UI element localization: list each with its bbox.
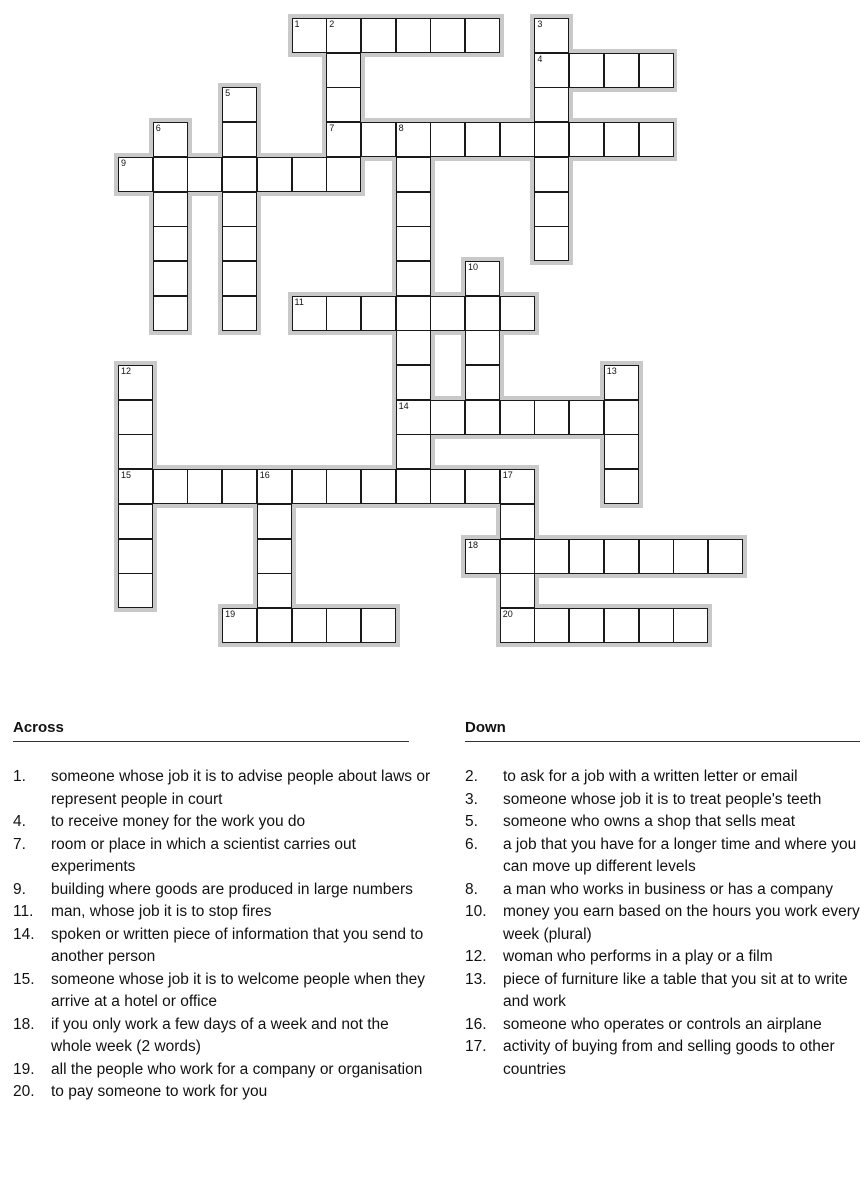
grid-cell[interactable]: [118, 434, 153, 469]
grid-cell[interactable]: [604, 434, 639, 469]
grid-cell[interactable]: [222, 87, 257, 122]
grid-cell[interactable]: [465, 469, 500, 504]
clue-number: 14: [398, 400, 409, 411]
clue-num: 8.: [465, 880, 478, 898]
down-clue: [465, 901, 865, 946]
grid-cell[interactable]: [222, 226, 257, 261]
clue-text: if you only work a few days of a week and not the whole week (2 words): [51, 1015, 389, 1055]
grid-cell[interactable]: [465, 261, 500, 296]
grid-cell[interactable]: [604, 122, 639, 157]
grid-cell[interactable]: [222, 261, 257, 296]
clue-num: 5.: [465, 813, 478, 830]
grid-cell[interactable]: [118, 539, 153, 574]
clue-number: 11: [294, 296, 304, 307]
grid-cell[interactable]: [326, 122, 361, 157]
clue-num: 7.: [13, 835, 26, 853]
grid-cell[interactable]: [534, 122, 569, 157]
down-clue-list: [465, 766, 865, 1081]
down-heading: Down: [465, 719, 506, 736]
clue-number: 19: [225, 608, 236, 619]
clue-number: 7: [329, 123, 335, 134]
grid-cell[interactable]: [361, 608, 396, 643]
grid-cell[interactable]: [673, 539, 708, 574]
grid-cell[interactable]: [604, 53, 639, 88]
grid-cell[interactable]: [153, 192, 188, 227]
grid-cell[interactable]: [222, 192, 257, 227]
grid-cell[interactable]: [326, 469, 361, 504]
clue-text: man, whose job it is to stop fires: [51, 903, 272, 920]
clue-text: to ask for a job with a written letter or email: [503, 768, 798, 785]
grid-cell[interactable]: [396, 157, 431, 192]
clue-text: spoken or written piece of information that you send to another person: [51, 925, 424, 965]
across-clue-list: [13, 766, 433, 1104]
grid-cell[interactable]: [361, 296, 396, 331]
grid-cell[interactable]: [430, 122, 465, 157]
clue-text: woman who performs in a play or a film: [503, 948, 773, 965]
grid-cell[interactable]: [500, 573, 535, 608]
clue-number: 5: [225, 88, 231, 99]
grid-cell[interactable]: [604, 365, 639, 400]
clue-num: 9.: [13, 880, 26, 898]
down-clue: [465, 946, 865, 969]
grid-cell[interactable]: [118, 157, 153, 192]
clue-number: 16: [259, 470, 270, 481]
grid-cell[interactable]: [292, 157, 327, 192]
clue-num: 14.: [13, 925, 35, 943]
clue-text: all the people who work for a company or organisation: [51, 1060, 423, 1078]
grid-cell[interactable]: [500, 469, 535, 504]
grid-cell[interactable]: [153, 296, 188, 331]
grid-cell[interactable]: [396, 192, 431, 227]
clue-text: piece of furniture like a table that you sit at to write and work: [503, 970, 848, 1010]
grid-cell[interactable]: [361, 18, 396, 53]
grid-cell[interactable]: [604, 539, 639, 574]
across-clue: [13, 834, 433, 879]
clue-number: 20: [502, 608, 513, 619]
grid-cell[interactable]: [118, 504, 153, 539]
clue-text: someone who owns a shop that sells meat: [503, 813, 796, 830]
clue-num: 19.: [13, 1060, 35, 1078]
grid-cell[interactable]: [534, 87, 569, 122]
clue-number: 1: [294, 19, 300, 29]
grid-cell[interactable]: [465, 122, 500, 157]
across-clue: [13, 924, 433, 969]
grid-cell[interactable]: [396, 296, 431, 331]
grid-cell[interactable]: [396, 261, 431, 296]
grid-cell[interactable]: [430, 400, 465, 435]
grid-cell[interactable]: [153, 157, 188, 192]
clue-num: 18.: [13, 1015, 35, 1033]
clue-num: 6.: [465, 835, 478, 853]
grid-cell[interactable]: [534, 539, 569, 574]
grid-cell[interactable]: [500, 122, 535, 157]
grid-cell[interactable]: [118, 573, 153, 608]
across-clue: [13, 879, 433, 902]
clue-num: 11.: [13, 903, 34, 920]
clue-text: building where goods are produced in large numbers: [51, 880, 413, 898]
grid-cell[interactable]: [430, 18, 465, 53]
grid-cell[interactable]: [534, 53, 569, 88]
grid-cell[interactable]: [639, 608, 674, 643]
grid-cell[interactable]: [396, 434, 431, 469]
grid-cell[interactable]: [257, 469, 292, 504]
grid-cell[interactable]: [396, 18, 431, 53]
grid-cell[interactable]: [326, 18, 361, 53]
grid-cell[interactable]: [673, 608, 708, 643]
grid-cell[interactable]: [534, 157, 569, 192]
grid-cell[interactable]: [604, 400, 639, 435]
grid-cell[interactable]: [604, 469, 639, 504]
clue-num: 3.: [465, 790, 478, 808]
grid-cell[interactable]: [639, 122, 674, 157]
clue-num: 1.: [13, 768, 26, 785]
across-clue: [13, 1014, 433, 1059]
grid-cell[interactable]: [361, 122, 396, 157]
grid-cell[interactable]: [361, 469, 396, 504]
grid-cell[interactable]: [465, 296, 500, 331]
clue-num: 17.: [465, 1038, 487, 1055]
grid-cell[interactable]: [534, 18, 569, 53]
grid-cell[interactable]: [153, 122, 188, 157]
grid-cell[interactable]: [222, 296, 257, 331]
clue-text: a job that you have for a longer time and where you can move up different levels: [503, 835, 857, 875]
clue-text: someone who operates or controls an airplane: [503, 1015, 822, 1033]
grid-cell[interactable]: [118, 469, 153, 504]
clue-number: 13: [606, 366, 617, 376]
down-clue: [465, 879, 865, 902]
clue-text: activity of buying from and selling goods to other countries: [503, 1038, 835, 1078]
clue-number: 12: [121, 366, 132, 376]
grid-cell[interactable]: [187, 469, 222, 504]
down-clue: [465, 789, 865, 812]
clue-number: 17: [502, 470, 513, 481]
grid-cell[interactable]: [604, 608, 639, 643]
clue-number: 8: [398, 123, 404, 134]
clue-number: 18: [468, 539, 479, 550]
clue-text: room or place in which a scientist carries out experiments: [51, 835, 356, 875]
clue-number: 4: [537, 53, 543, 64]
across-clue: [13, 1081, 433, 1104]
down-clue: [465, 1036, 865, 1081]
grid-cell[interactable]: [257, 608, 292, 643]
grid-cell[interactable]: [153, 226, 188, 261]
clue-number: 15: [121, 470, 132, 481]
grid-cell[interactable]: [500, 608, 535, 643]
grid-cell[interactable]: [396, 330, 431, 365]
grid-cell[interactable]: [534, 400, 569, 435]
grid-cell[interactable]: [465, 400, 500, 435]
grid-cell[interactable]: [292, 296, 327, 331]
down-clue: [465, 834, 865, 879]
grid-cell[interactable]: [569, 539, 604, 574]
grid-cell[interactable]: [639, 53, 674, 88]
clue-text: to pay someone to work for you: [51, 1083, 268, 1100]
clue-num: 12.: [465, 948, 487, 965]
grid-cell[interactable]: [500, 400, 535, 435]
grid-cell[interactable]: [326, 296, 361, 331]
grid-cell[interactable]: [257, 504, 292, 539]
down-clue: [465, 766, 865, 789]
grid-cell[interactable]: [326, 87, 361, 122]
clue-text: a man who works in business or has a company: [503, 880, 833, 898]
across-clue: [13, 811, 433, 834]
clue-text: someone whose job it is to welcome people when they arrive at a hotel or office: [51, 970, 425, 1010]
grid-cell[interactable]: [153, 469, 188, 504]
down-clue: [465, 811, 865, 834]
grid-cell[interactable]: [257, 157, 292, 192]
grid-cell[interactable]: [118, 400, 153, 435]
grid-cell[interactable]: [222, 608, 257, 643]
clue-number: 9: [121, 157, 127, 168]
grid-cell[interactable]: [396, 122, 431, 157]
grid-cell[interactable]: [534, 192, 569, 227]
clue-text: someone whose job it is to advise people about laws or represent people in court: [51, 768, 431, 808]
clue-text: someone whose job it is to treat people's teeth: [503, 790, 822, 808]
grid-cell[interactable]: [500, 504, 535, 539]
grid-cell[interactable]: [292, 18, 327, 53]
grid-cell[interactable]: [222, 122, 257, 157]
clue-num: 13.: [465, 970, 487, 988]
grid-cell[interactable]: [153, 261, 188, 296]
grid-cell[interactable]: [465, 365, 500, 400]
grid-cell[interactable]: [326, 53, 361, 88]
grid-cell[interactable]: [326, 608, 361, 643]
grid-cell[interactable]: [222, 157, 257, 192]
across-divider: [13, 741, 409, 742]
grid-cell[interactable]: [396, 365, 431, 400]
across-clue: [13, 1059, 433, 1082]
grid-cell[interactable]: [465, 18, 500, 53]
grid-cell[interactable]: [569, 122, 604, 157]
clue-num: 4.: [13, 813, 26, 830]
clue-number: 6: [155, 123, 161, 134]
grid-cell[interactable]: [118, 365, 153, 400]
grid-cell[interactable]: [292, 469, 327, 504]
grid-cell[interactable]: [257, 573, 292, 608]
clue-num: 20.: [13, 1083, 35, 1100]
clue-text: money you earn based on the hours you work every week (plural): [503, 903, 860, 943]
grid-cell[interactable]: [569, 608, 604, 643]
grid-cell[interactable]: [257, 539, 292, 574]
grid-cell[interactable]: [569, 400, 604, 435]
clue-num: 15.: [13, 970, 35, 988]
clue-number: 2: [329, 19, 335, 29]
across-clue: [13, 901, 433, 924]
clue-num: 16.: [465, 1015, 487, 1033]
grid-cell[interactable]: [465, 539, 500, 574]
grid-cell[interactable]: [534, 226, 569, 261]
grid-cell[interactable]: [222, 469, 257, 504]
grid-cell[interactable]: [396, 469, 431, 504]
grid-cell[interactable]: [187, 157, 222, 192]
clue-number: 3: [537, 19, 543, 29]
grid-cell[interactable]: [430, 296, 465, 331]
grid-cell[interactable]: [569, 53, 604, 88]
grid-cell[interactable]: [500, 296, 535, 331]
clue-num: 10.: [465, 903, 487, 920]
grid-cell[interactable]: [639, 539, 674, 574]
grid-cell[interactable]: [534, 608, 569, 643]
grid-cell[interactable]: [500, 539, 535, 574]
clue-num: 2.: [465, 768, 478, 785]
down-divider: [465, 741, 860, 742]
clue-text: to receive money for the work you do: [51, 813, 306, 830]
grid-cell[interactable]: [292, 608, 327, 643]
grid-cell[interactable]: [396, 226, 431, 261]
across-heading: Across: [13, 719, 64, 736]
grid-cell[interactable]: [708, 539, 743, 574]
down-clue: [465, 969, 865, 1014]
grid-cell[interactable]: [430, 469, 465, 504]
across-clue: [13, 969, 433, 1014]
grid-cell[interactable]: [465, 330, 500, 365]
down-clue: [465, 1014, 865, 1037]
across-clue: [13, 766, 433, 811]
grid-cell[interactable]: [396, 400, 431, 435]
grid-cell[interactable]: [326, 157, 361, 192]
clue-number: 10: [468, 261, 479, 272]
